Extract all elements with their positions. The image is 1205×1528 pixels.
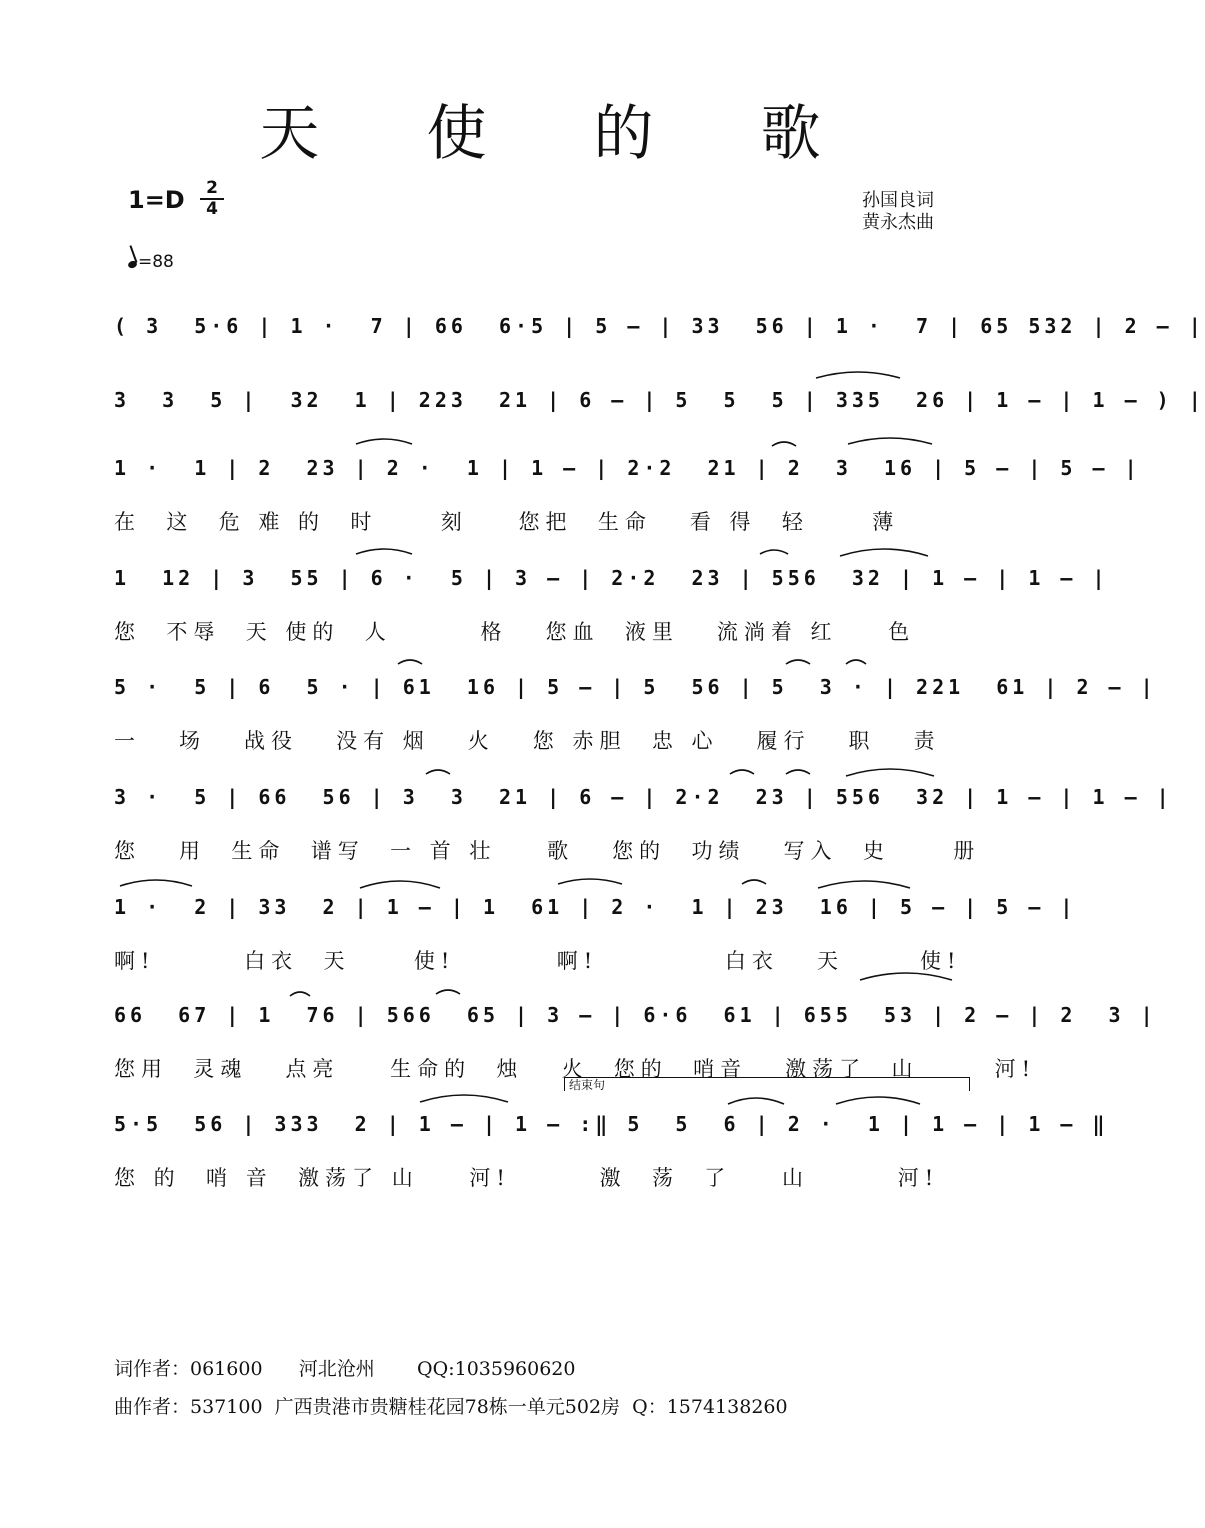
notation-line: 1 12 | 3 55 | 6 · 5 | 3 – | 2·2 23 | 556 32 | 1 – | 1 – | [114,566,1109,590]
lyric-line: 您用 灵魂 点亮 生命的 烛 火 您的 哨音 激荡了 山 河! [114,1057,1037,1081]
score-row [114,456,1141,534]
lyric-line: 在 这 危 难 的 时 刻 您把 生命 看 得 轻 薄 [114,510,900,534]
score-row [114,388,1205,428]
notation-line: 3 · 5 | 66 56 | 3 3 21 | 6 – | 2·2 23 | 556 32 | 1 – | 1 – | [114,785,1173,809]
score-row [114,314,1205,354]
lyricist-contact: 词作者：061600 河北沧州 QQ:1035960620 [114,1358,576,1380]
lyric-line: 啊! 白衣 天 使! 啊! 白衣 天 使! [114,949,962,973]
slur-mark [398,660,422,664]
time-signature [200,180,224,218]
slur-mark [846,769,934,776]
lyricist-credit: 孙国良词 [862,190,934,211]
tempo-value: =88 [138,252,174,272]
credits [862,190,934,234]
slur-mark [436,990,460,994]
slur-mark [730,770,754,774]
time-signature-top: 2 [206,178,218,198]
lyric-line: 一 场 战役 没有 烟 火 您 赤胆 忠 心 履行 职 责 [114,729,941,753]
slur-mark [558,879,622,884]
score-row [114,566,1109,644]
slur-mark [786,770,810,774]
composer-credit: 黄永杰曲 [862,212,934,233]
score-row [114,675,1157,753]
score-row [114,1003,1157,1081]
slur-mark [840,549,928,556]
notation-line: 3 3 5 | 32 1 | 223 21 | 6 – | 5 5 5 | 335 26 | 1 – | 1 – ) | [114,388,1205,412]
tempo-marking [128,252,174,272]
key-signature: 1=D [128,186,185,214]
score-row [114,785,1173,863]
ending-bracket [564,1077,970,1091]
time-signature-bottom: 4 [206,199,218,219]
slur-mark [786,660,810,664]
slur-mark [728,1098,784,1104]
slur-mark [742,880,766,884]
lyric-line: 您 的 哨 音 激荡了 山 河! 激 荡 了 山 河! [114,1166,940,1190]
slur-mark [816,372,900,378]
score-row [114,1112,1109,1190]
slur-mark [356,549,412,554]
ending-label: 结束句 [569,1078,606,1092]
song-title: 天 使 的 歌 [259,99,865,169]
lyric-line: 您 用 生命 谱写 一 首 壮 歌 您的 功绩 写入 史 册 [114,839,981,863]
slur-mark [760,550,788,554]
composer-contact: 曲作者：537100 广西贵港市贵糖桂花园78栋一单元502房 Q：1574138260 [114,1396,788,1418]
notation-line: 5·5 56 | 333 2 | 1 – | 1 – :‖ 5 5 6 | 2 · 1 | 1 – | 1 – ‖ [114,1112,1109,1136]
slur-mark [420,1095,508,1102]
slur-mark [848,438,932,444]
notation-line: 1 · 2 | 33 2 | 1 – | 1 61 | 2 · 1 | 23 16 | 5 – | 5 – | [114,895,1077,919]
notation-line: 5 · 5 | 6 5 · | 61 16 | 5 – | 5 56 | 5 3 · | 221 61 | 2 – | [114,675,1157,699]
slur-mark [360,881,440,888]
slur-mark [818,881,910,888]
slur-mark [846,660,866,664]
score-row [114,895,1077,973]
slur-mark [120,880,192,886]
notation-line: 66 67 | 1 76 | 566 65 | 3 – | 6·6 61 | 655 53 | 2 – | 2 3 | [114,1003,1157,1027]
slur-mark [356,439,412,444]
slur-mark [772,442,796,446]
quarter-note-icon [127,260,138,270]
notation-line: ( 3 5·6 | 1 · 7 | 66 6·5 | 5 – | 33 56 | 1 · 7 | 65 532 | 2 – | [114,314,1205,338]
lyric-line: 您 不辱 天 使的 人 格 您血 液里 流淌着 红 色 [114,620,916,644]
slur-mark [836,1097,920,1104]
slur-mark [290,992,310,996]
slur-mark [426,770,450,774]
notation-line: 1 · 1 | 2 23 | 2 · 1 | 1 – | 2·2 21 | 2 3 16 | 5 – | 5 – | [114,456,1141,480]
